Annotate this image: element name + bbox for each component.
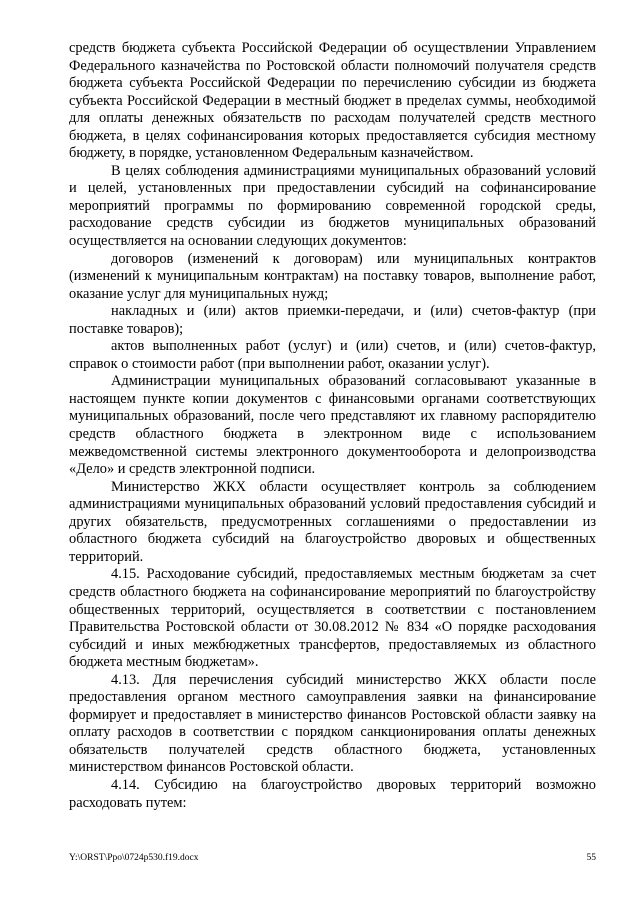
paragraph-9: 4.13. Для перечисления субсидий министерство ЖКХ области после предоставления органом местного самоуправления заявки на финансирование формирует и предоставляет в министерство финансов Ростовской области заявку на оплату расходов в соответствии с порядком санкционирования оплаты денежных обязательств получателей средств областного бюджета, установленных министерством финансов Ростовской области. bbox=[69, 671, 596, 776]
paragraph-10: 4.14. Субсидию на благоустройство дворовых территорий возможно расходовать путем: bbox=[69, 776, 596, 811]
paragraph-1: средств бюджета субъекта Российской Федерации об осуществлении Управлением Федерального казначейства по Ростовской области полномочий получателя средств бюджета субъекта Российской Федерации по перечислению субсидии из бюджета субъекта Российской Федерации в местный бюджет в пределах суммы, необходимой для оплаты денежных обязательств по расходам получателей средств местного бюджета, в целях софинансирования которых предоставляется субсидия местному бюджету, в порядке, установленном Федеральным казначейством. bbox=[69, 40, 596, 162]
paragraph-4: накладных и (или) актов приемки-передачи, и (или) счетов-фактур (при поставке товаров); bbox=[69, 303, 596, 337]
paragraph-3: договоров (изменений к договорам) или муниципальных контрактов (изменений к муниципальным контрактам) на поставку товаров, выполнение работ, оказание услуг для муниципальных нужд; bbox=[69, 250, 596, 302]
paragraph-2: В целях соблюдения администрациями муниципальных образований условий и целей, установленных при предоставлении субсидий на софинансирование мероприятий программы по формированию современной городской среды, расходование средств субсидии из бюджетов муниципальных образований осуществляется на основании следующих документов: bbox=[69, 162, 596, 250]
file-path: Y:\ORST\Ppo\0724p530.f19.docx bbox=[69, 853, 199, 863]
paragraph-7: Министерство ЖКХ области осуществляет контроль за соблюдением администрациями муниципальных образований условий предоставления субсидий и других обязательств, предусмотренных соглашениями о предоставлении из областного бюджета субсидий на благоустройство дворовых и общественных территорий. bbox=[69, 478, 596, 565]
page-number: 55 bbox=[586, 853, 596, 863]
paragraph-6: Администрации муниципальных образований согласовывают указанные в настоящем пункте копии документов с финансовыми органами соответствующих муниципальных образований, после чего представляют их главному распорядителю средств областного бюджета в электронном виде с использованием межведомственной системы электронного документооборота и делопроизводства «Дело» и средств электронной подписи. bbox=[69, 373, 596, 478]
paragraph-8: 4.15. Расходование субсидий, предоставляемых местным бюджетам за счет средств областного бюджета на софинансирование мероприятий по благоустройству общественных территорий, осуществляется в соответствии с постановлением Правительства Ростовской области от 30.08.2012 № 834 «О порядке расходования субсидий и иных межбюджетных трансфертов, предоставляемых из областного бюджета местным бюджетам». bbox=[69, 566, 596, 671]
document-body bbox=[69, 40, 596, 812]
paragraph-5: актов выполненных работ (услуг) и (или) счетов, и (или) счетов-фактур, справок о стоимости работ (при выполнении работ, оказании услуг). bbox=[69, 338, 596, 372]
